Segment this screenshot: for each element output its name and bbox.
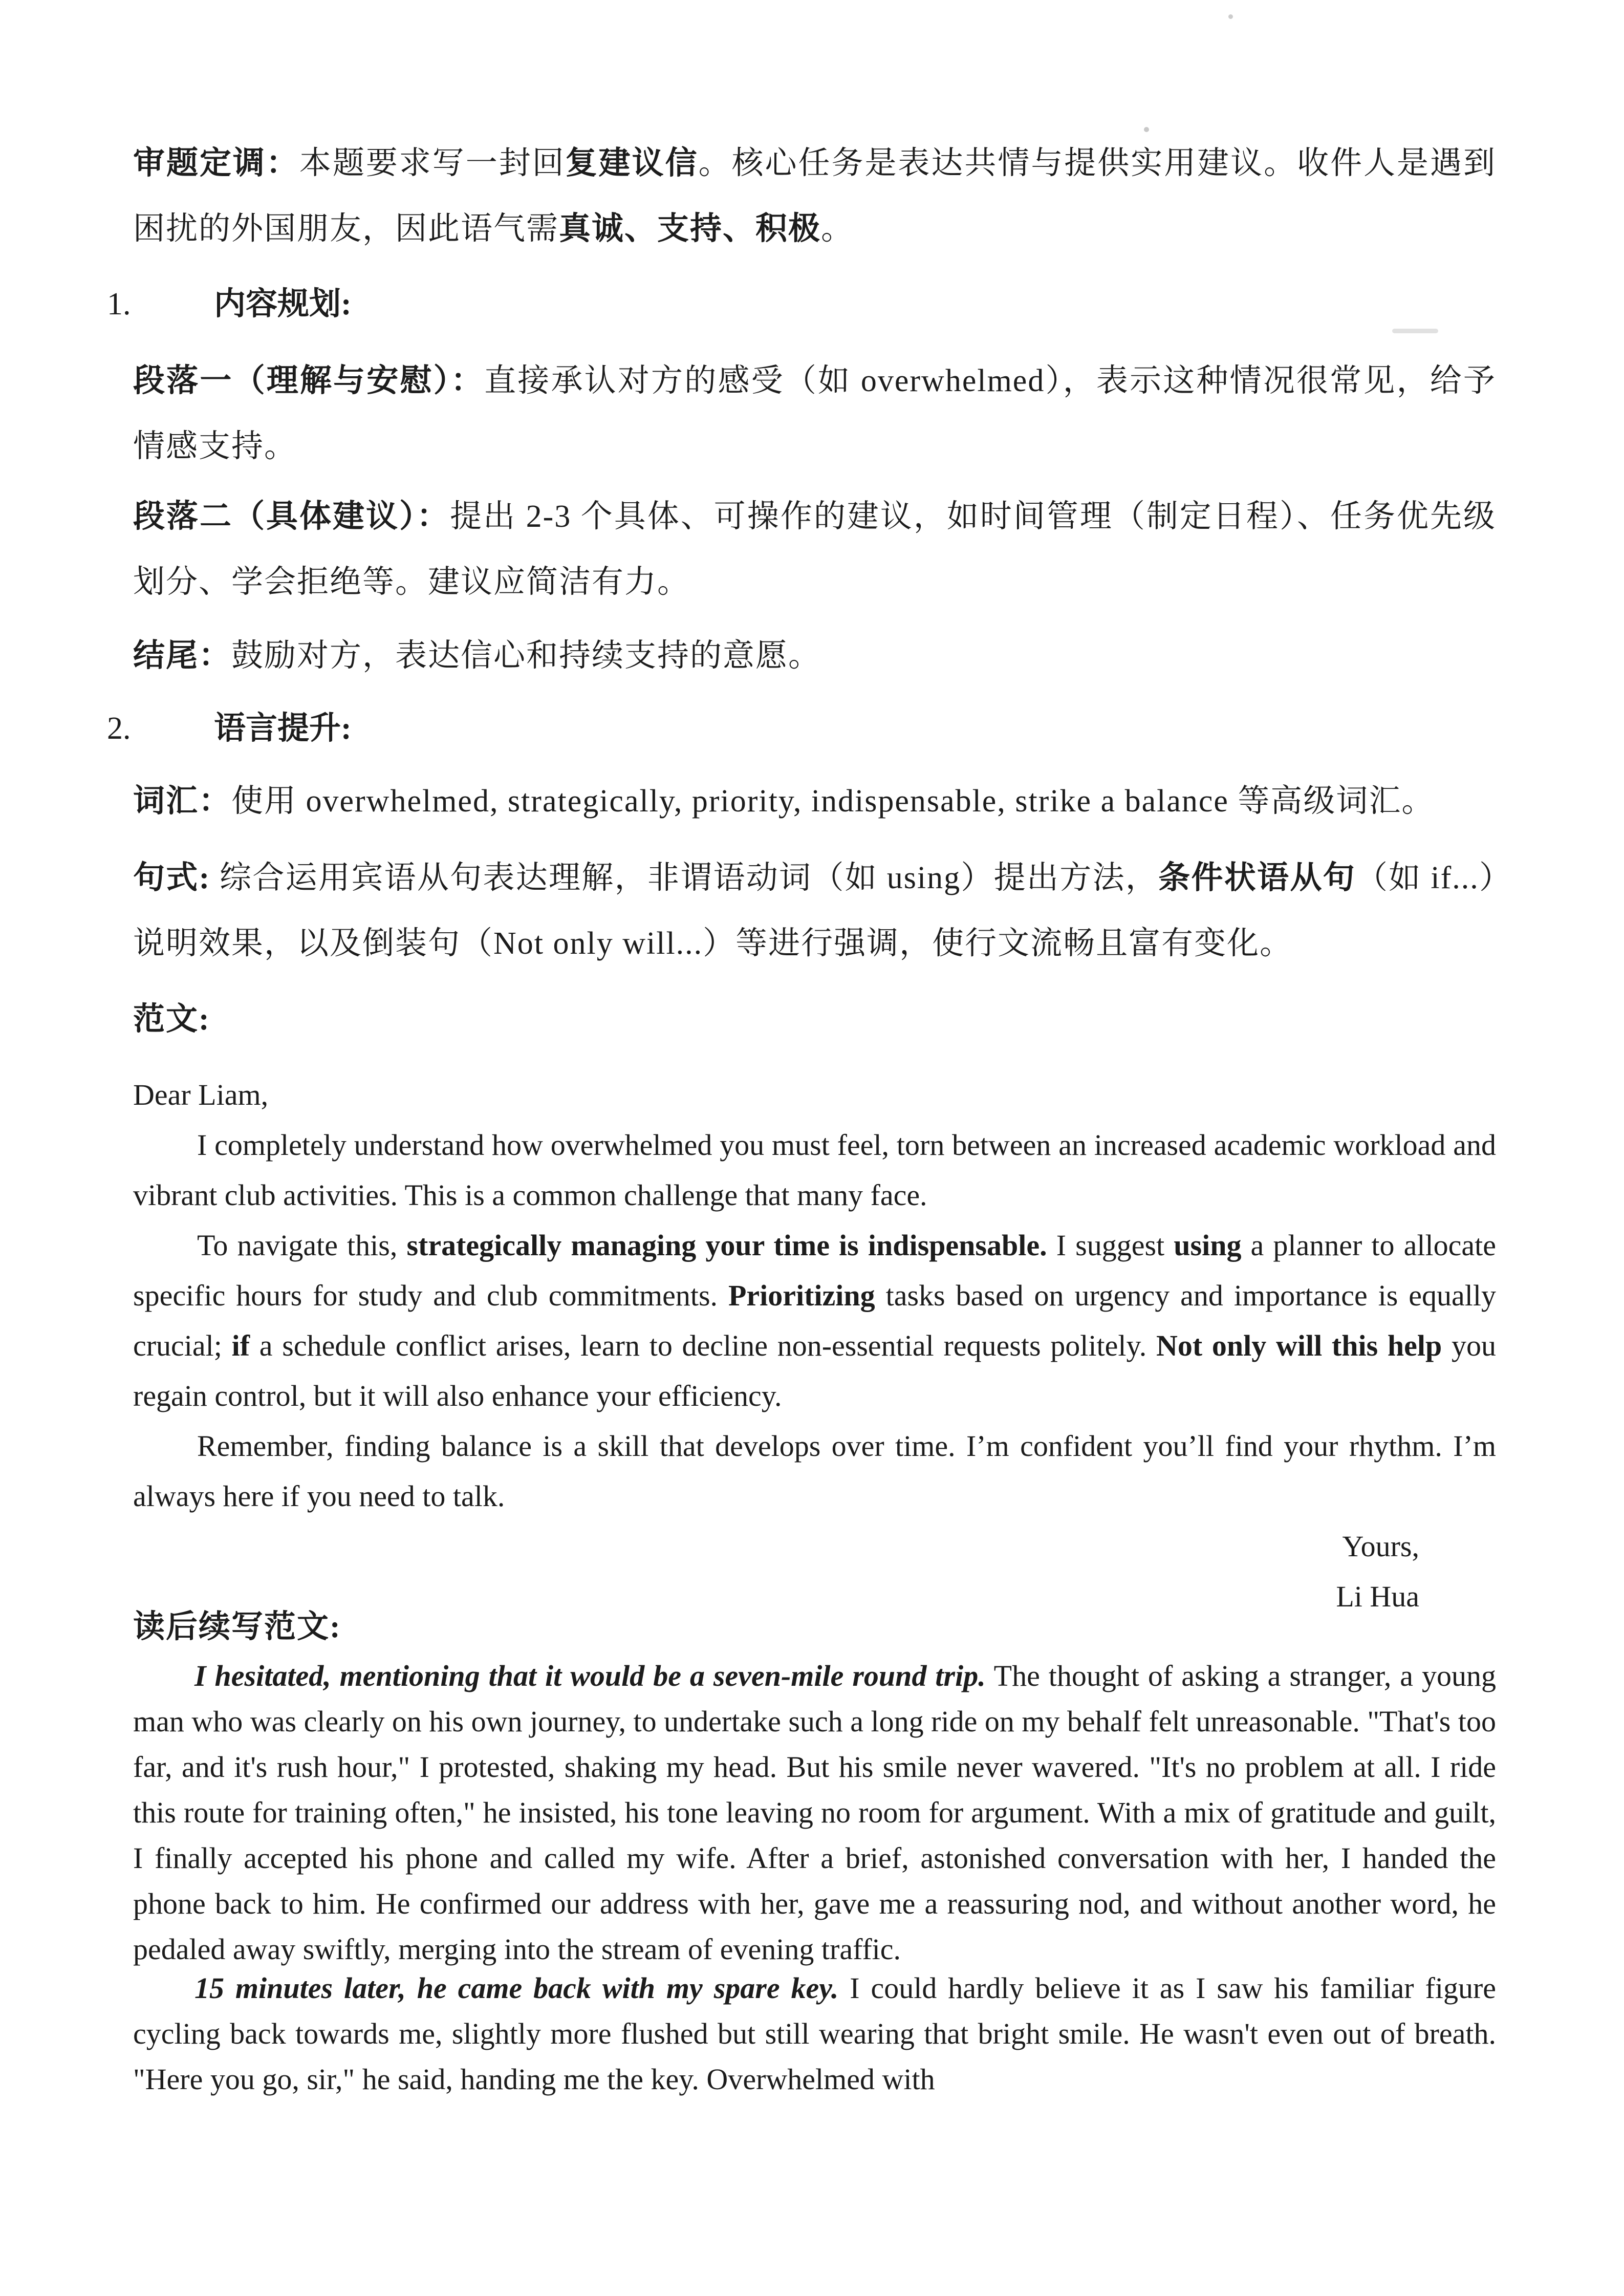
- letter-signature: Li Hua: [1336, 1580, 1419, 1613]
- scan-artifact-dot: [1144, 127, 1149, 132]
- intro-analysis-paragraph: 审题定调：本题要求写一封回复建议信。核心任务是表达共情与提供实用建议。收件人是遇到困扰的外国朋友，因此语气需真诚、支持、积极。: [133, 146, 1496, 246]
- letter-closing: Yours,: [1342, 1530, 1419, 1563]
- section-number-1: 1.: [107, 287, 131, 321]
- letter-paragraph-3: Remember, finding balance is a skill that develops over time. I’m confident you’ll find your rhythm. I’m always here if you need to talk.: [133, 1429, 1496, 1513]
- letter-paragraph-1: I completely understand how overwhelmed you must feel, torn between an increased academic workload and vibrant club activities. This is a common challenge that many face.: [133, 1128, 1496, 1212]
- model-essay-letter: [133, 1070, 1496, 1622]
- paragraph-plan-2-suggestions: 段落二（具体建议）：提出 2-3 个具体、可操作的建议，如时间管理（制定日程）、任务优先级划分、学会拒绝等。建议应简洁有力。: [133, 499, 1496, 599]
- letter-salutation: Dear Liam,: [133, 1078, 269, 1111]
- paragraph-vocabulary: 词汇：使用 overwhelmed, strategically, priority, indispensable, strike a balance 等高级词汇。: [133, 784, 1435, 819]
- scan-artifact-smudge: [1392, 329, 1438, 333]
- paragraph-plan-1-understanding: 段落一（理解与安慰）：直接承认对方的感受（如 overwhelmed），表示这种情况很常见，给予情感支持。: [133, 363, 1496, 464]
- continuation-paragraph-1: I hesitated, mentioning that it would be a seven-mile round trip. The thought of asking a stranger, a young man who was clearly on his own journey, to undertake such a long ride on my behalf felt unreasonable. "That's too far, and it's rush hour," I protested, shaking my head. But his smile never wavered. "It's no problem at all. I ride this route for training often," he insisted, his tone leaving no room for argument. With a mix of gratitude and guilt, I finally accepted his phone and called my wife. After a brief, astonished conversation with her, I handed the phone back to him. He confirmed our address with her, gave me a reassuring nod, and without another word, he pedaled away swiftly, merging into the stream of evening traffic.: [133, 1659, 1497, 1966]
- section-title-language: 语言提升:: [214, 711, 352, 746]
- section-title-content-plan: 内容规划:: [214, 287, 352, 321]
- section-heading-language: [107, 696, 1496, 761]
- paragraph-plan-ending: 结尾：鼓励对方，表达信心和持续支持的意愿。: [133, 638, 821, 673]
- section-heading-content-plan: [107, 271, 1496, 337]
- continuation-paragraph-2: 15 minutes later, he came back with my spare key. I could hardly believe it as I saw his familiar figure cycling back towards me, slightly more flushed but still wearing that bright smile. He wasn't even out of breath. "Here you go, sir," he said, handing me the key. Overwhelmed with: [133, 1971, 1497, 2096]
- paragraph-sentence-patterns: 句式: 综合运用宾语从句表达理解，非谓语动词（如 using）提出方法，条件状语从句（如 if...）说明效果，以及倒装句（Not only will...）等进行强调，使行文流畅且富有变化。: [133, 861, 1497, 961]
- letter-paragraph-2: To navigate this, strategically managing your time is indispensable. I suggest using a planner to allocate specific hours for study and club commitments. Prioritizing tasks based on urgency and importance is equally crucial; if a schedule conflict arises, learn to decline non-essential requests politely. Not only will this help you regain control, but it will also enhance your efficiency.: [133, 1229, 1497, 1412]
- model-essay-heading: 范文:: [133, 1002, 210, 1037]
- section-number-2: 2.: [107, 711, 131, 746]
- continuation-heading: 读后续写范文:: [133, 1610, 341, 1644]
- scan-artifact-dot: [1228, 14, 1233, 19]
